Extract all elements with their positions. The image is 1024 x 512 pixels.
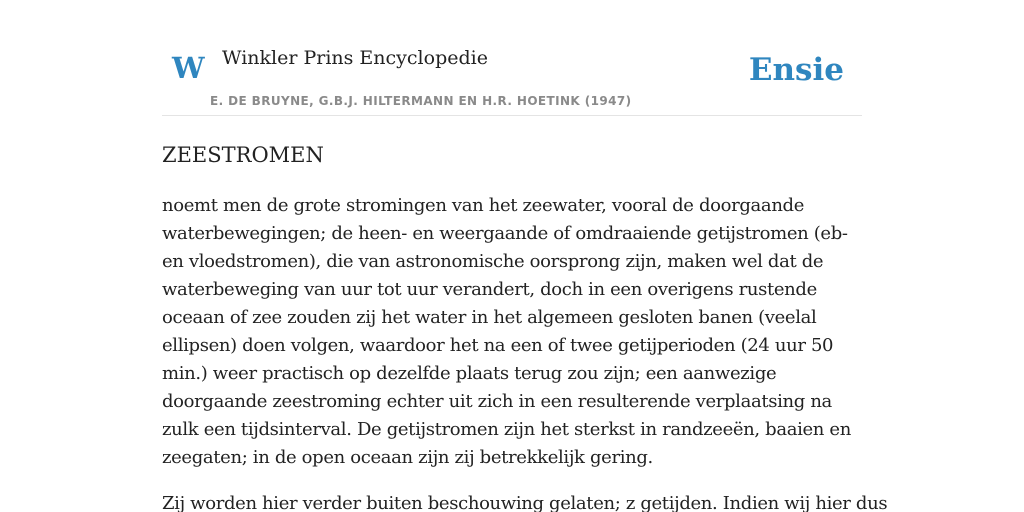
source-title-link[interactable]: Winkler Prins Encyclopedie bbox=[222, 47, 488, 69]
entry-body bbox=[162, 192, 888, 512]
source-authors: E. DE BRUYNE, G.B.J. HILTERMANN EN H.R. HOETINK (1947) bbox=[210, 94, 632, 108]
winkler-prins-logo[interactable]: W bbox=[172, 51, 205, 85]
entry-paragraph: Zij worden hier verder buiten beschouwing gelaten; z getijden. Indien wij hier dus bbox=[162, 493, 888, 512]
source-header bbox=[162, 0, 862, 116]
entry-title: ZEESTROMEN bbox=[162, 143, 324, 167]
ensie-logo-link[interactable]: Ensie bbox=[748, 52, 844, 88]
entry-paragraph: noemt men de grote stromingen van het zeewater, vooral de doorgaande waterbewegingen; de heen- en weergaande of omdraaiende getijstromen (eb- en vloedstromen), die van astronomische oorsprong zijn, maken wel dat de waterbeweging van uur tot uur verandert, doch in een overigens rustende oceaan of zee zouden zij het water in het algemeen gesloten banen (veelal ellipsen) doen volgen, waardoor het na een of twee getijperioden (24 uur 50 min.) weer practisch op dezelfde plaats terug zou zijn; een aanwezige doorgaande zeestroming echter uit zich in een resulterende verplaatsing na zulk een tijdsinterval. De getijstromen zijn het sterkst in randzeeën, baaien en zeegaten; in de open oceaan zijn zij betrekkelijk gering. bbox=[162, 195, 851, 468]
